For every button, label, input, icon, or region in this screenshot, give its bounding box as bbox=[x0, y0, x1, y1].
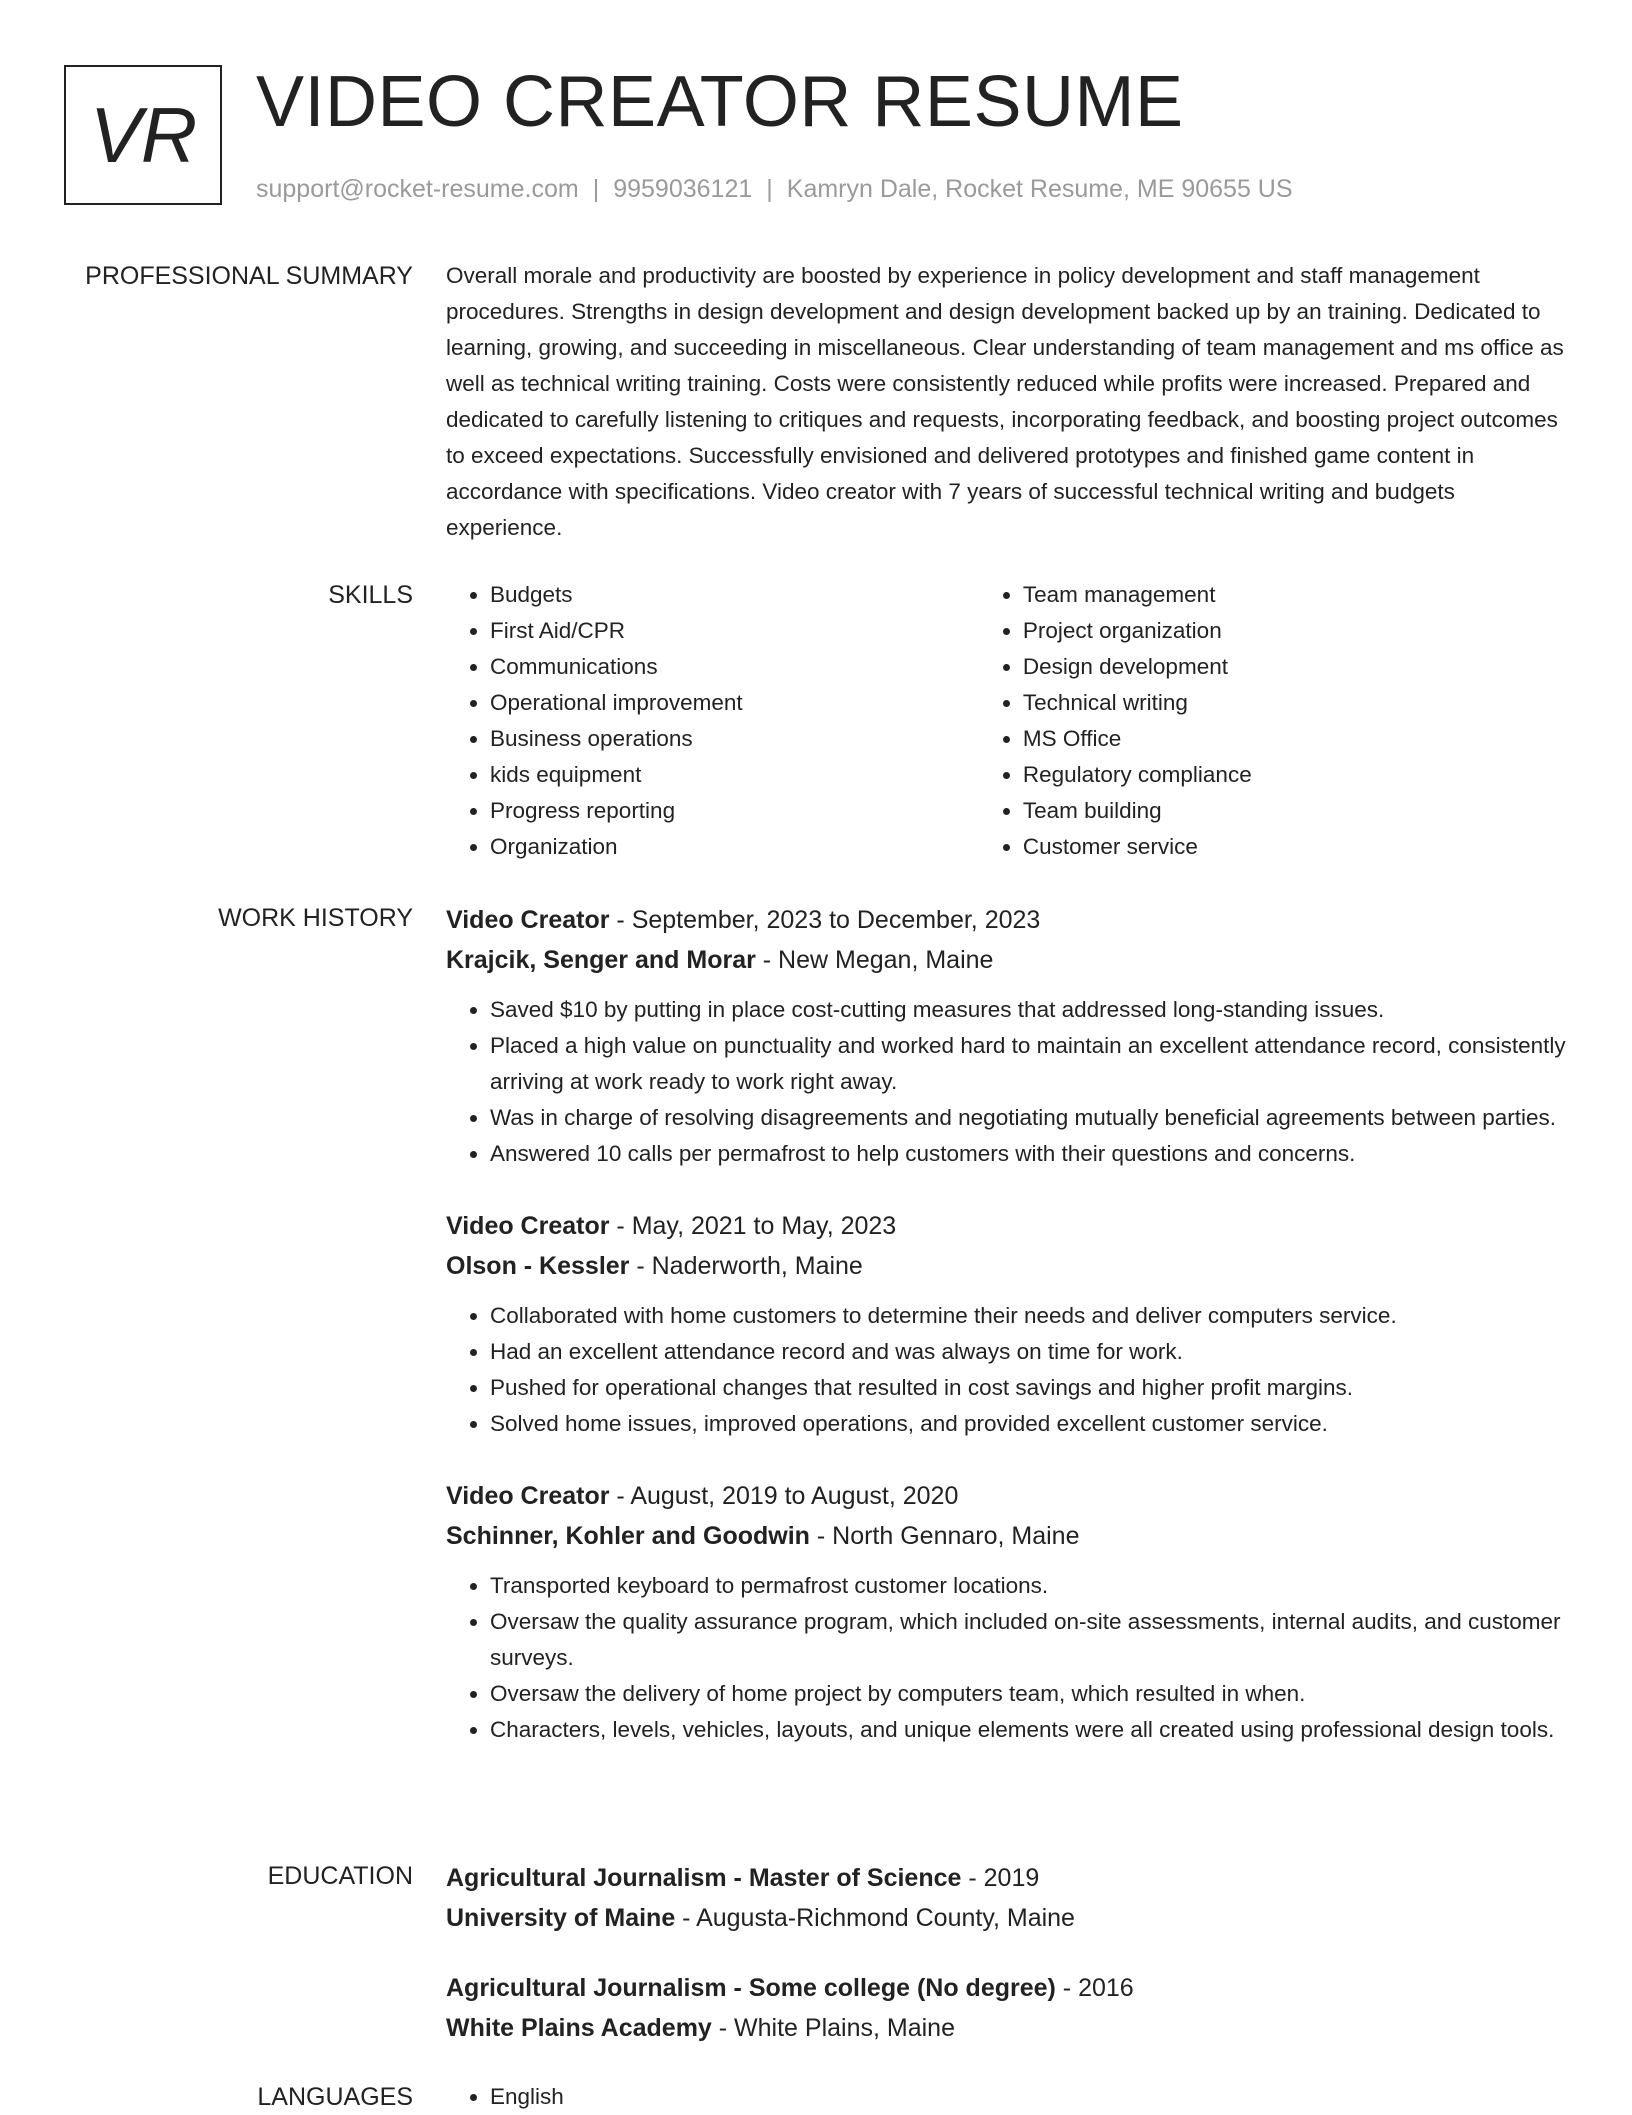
job-entry bbox=[446, 1476, 1566, 1748]
job-company-line bbox=[446, 1516, 1566, 1556]
education-label: EDUCATION bbox=[267, 1862, 413, 1890]
skill-item: • Project organization bbox=[1023, 613, 1566, 649]
skill-item: • Team management bbox=[1023, 577, 1566, 613]
education-location: - White Plains, Maine bbox=[711, 2014, 955, 2042]
skill-item: • Operational improvement bbox=[490, 685, 979, 721]
education-entry bbox=[446, 1968, 1566, 2048]
summary-content bbox=[446, 258, 1566, 546]
work-history-label: WORK HISTORY bbox=[218, 904, 413, 932]
job-bullet: • Answered 10 calls per permafrost to help customers with their questions and concerns. bbox=[490, 1136, 1566, 1172]
education-degree-line bbox=[446, 1968, 1566, 2008]
job-location: - North Gennaro, Maine bbox=[809, 1522, 1080, 1550]
job-bullet: • Pushed for operational changes that resulted in cost savings and higher profit margins. bbox=[490, 1370, 1566, 1406]
skill-item: • Team building bbox=[1023, 793, 1566, 829]
education-entry bbox=[446, 1858, 1566, 1938]
job-title-line bbox=[446, 1476, 1566, 1516]
skill-item: • Technical writing bbox=[1023, 685, 1566, 721]
contact-email: support@rocket-resume.com bbox=[256, 175, 579, 203]
education-year: - 2016 bbox=[1055, 1974, 1134, 2002]
job-dates: - August, 2019 to August, 2020 bbox=[609, 1482, 959, 1510]
job-title: Video Creator bbox=[446, 906, 610, 934]
skill-item: • Customer service bbox=[1023, 829, 1566, 865]
job-title-line bbox=[446, 900, 1566, 940]
job-company: Krajcik, Senger and Morar bbox=[446, 946, 756, 974]
work-history-content bbox=[446, 900, 1566, 1782]
job-company: Olson - Kessler bbox=[446, 1252, 630, 1280]
skill-item: • Progress reporting bbox=[490, 793, 979, 829]
job-bullet: • Saved $10 by putting in place cost-cutting measures that addressed long-standing issues. bbox=[490, 992, 1566, 1028]
languages-label: LANGUAGES bbox=[257, 2083, 413, 2111]
skills-content bbox=[446, 577, 1566, 865]
monogram-box bbox=[64, 65, 222, 205]
skill-item: • Business operations bbox=[490, 721, 979, 757]
education-degree: Agricultural Journalism - Some college (No degree) bbox=[446, 1974, 1056, 2002]
job-bullet: • Oversaw the delivery of home project by computers team, which resulted in when. bbox=[490, 1676, 1566, 1712]
skills-label: SKILLS bbox=[328, 581, 413, 609]
education-year: - 2019 bbox=[961, 1864, 1040, 1892]
job-bullet: • Characters, levels, vehicles, layouts, and unique elements were all created using professional design tools. bbox=[490, 1712, 1566, 1748]
skill-item: • kids equipment bbox=[490, 757, 979, 793]
education-content bbox=[446, 1858, 1566, 2078]
job-title: Video Creator bbox=[446, 1212, 610, 1240]
job-bullet: • Had an excellent attendance record and was always on time for work. bbox=[490, 1334, 1566, 1370]
job-bullet: • Collaborated with home customers to determine their needs and deliver computers service. bbox=[490, 1298, 1566, 1334]
job-bullet: • Was in charge of resolving disagreements and negotiating mutually beneficial agreements between parties. bbox=[490, 1100, 1566, 1136]
job-entry bbox=[446, 900, 1566, 1172]
languages-content bbox=[446, 2079, 1566, 2115]
contact-phone: 9959036121 bbox=[613, 175, 753, 203]
job-company: Schinner, Kohler and Goodwin bbox=[446, 1522, 810, 1550]
education-degree-line bbox=[446, 1858, 1566, 1898]
language-item: • English bbox=[490, 2079, 1566, 2115]
summary-label: PROFESSIONAL SUMMARY bbox=[85, 262, 413, 290]
skill-item: • Communications bbox=[490, 649, 979, 685]
education-location: - Augusta-Richmond County, Maine bbox=[675, 1904, 1075, 1932]
job-bullet: • Placed a high value on punctuality and worked hard to maintain an excellent attendance record, consistently arriving at work ready to work right away. bbox=[490, 1028, 1566, 1100]
education-degree: Agricultural Journalism - Master of Science bbox=[446, 1864, 962, 1892]
education-school-line bbox=[446, 2008, 1566, 2048]
job-bullet: • Transported keyboard to permafrost customer locations. bbox=[490, 1568, 1566, 1604]
summary-text: Overall morale and productivity are boosted by experience in policy development and staff management procedures. Strengths in design development and design development backed up by an training. Dedicated to learning, growing, and succeeding in miscellaneous. Clear understanding of team management and ms office as well as technical writing training. Costs were consistently reduced while profits were increased. Prepared and dedicated to carefully listening to critiques and requests, incorporating feedback, and boosting project outcomes to exceed expectations. Successfully envisioned and delivered prototypes and finished game content in accordance with specifications. Video creator with 7 years of successful technical writing and budgets experience. bbox=[446, 263, 1564, 540]
job-bullet: • Oversaw the quality assurance program, which included on-site assessments, internal audits, and customer surveys. bbox=[490, 1604, 1566, 1676]
skill-item: • Design development bbox=[1023, 649, 1566, 685]
job-bullets bbox=[446, 1568, 1566, 1748]
job-bullet: • Solved home issues, improved operations, and provided excellent customer service. bbox=[490, 1406, 1566, 1442]
job-dates: - September, 2023 to December, 2023 bbox=[609, 906, 1041, 934]
skills-list-left bbox=[446, 577, 979, 865]
job-company-line bbox=[446, 1246, 1566, 1286]
contact-line bbox=[256, 174, 1293, 204]
contact-separator: | bbox=[766, 175, 773, 203]
job-location: - Naderworth, Maine bbox=[629, 1252, 863, 1280]
job-bullets bbox=[446, 1298, 1566, 1442]
skill-item: • Organization bbox=[490, 829, 979, 865]
job-bullets bbox=[446, 992, 1566, 1172]
job-title: Video Creator bbox=[446, 1482, 610, 1510]
education-school-line bbox=[446, 1898, 1566, 1938]
job-company-line bbox=[446, 940, 1566, 980]
skill-item: • First Aid/CPR bbox=[490, 613, 979, 649]
contact-separator: | bbox=[592, 175, 600, 203]
education-school: White Plains Academy bbox=[446, 2014, 712, 2042]
contact-address: Kamryn Dale, Rocket Resume, ME 90655 US bbox=[786, 175, 1293, 203]
job-entry bbox=[446, 1206, 1566, 1442]
job-dates: - May, 2021 to May, 2023 bbox=[609, 1212, 897, 1240]
monogram-text: VR bbox=[89, 91, 197, 179]
resume-title: VIDEO CREATOR RESUME bbox=[256, 62, 1184, 142]
job-location: - New Megan, Maine bbox=[755, 946, 994, 974]
languages-list bbox=[446, 2079, 1566, 2115]
education-school: University of Maine bbox=[446, 1904, 676, 1932]
skills-list-right bbox=[979, 577, 1566, 865]
skill-item: • Budgets bbox=[490, 577, 979, 613]
skill-item: • Regulatory compliance bbox=[1023, 757, 1566, 793]
skill-item: • MS Office bbox=[1023, 721, 1566, 757]
job-title-line bbox=[446, 1206, 1566, 1246]
